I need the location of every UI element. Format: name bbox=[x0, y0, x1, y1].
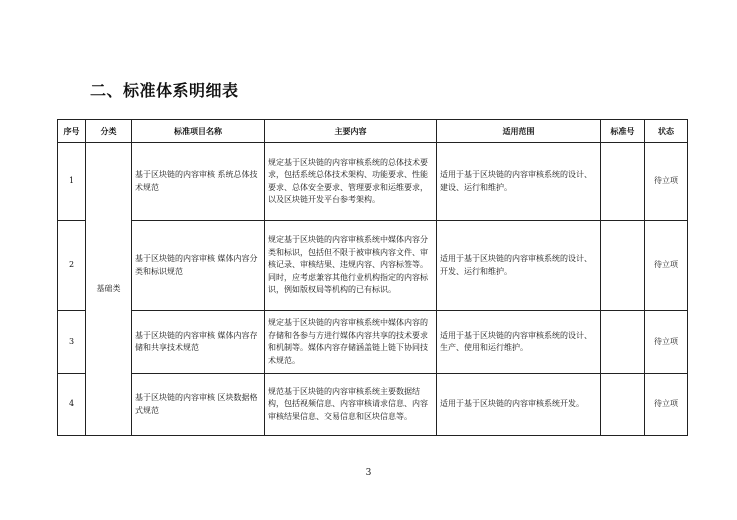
row-no: 1 bbox=[58, 143, 86, 221]
row-no: 4 bbox=[58, 374, 86, 436]
header-name: 标准项目名称 bbox=[132, 120, 265, 143]
row-scope: 适用于基于区块链的内容审核系统开发。 bbox=[437, 374, 601, 436]
page-number: 3 bbox=[365, 468, 372, 478]
row-std-no bbox=[601, 311, 645, 374]
table-header-row bbox=[58, 120, 688, 143]
header-content: 主要内容 bbox=[265, 120, 437, 143]
row-std-no bbox=[601, 374, 645, 436]
header-scope: 适用范围 bbox=[437, 120, 601, 143]
row-scope: 适用于基于区块链的内容审核系统的设计、开发、运行和维护。 bbox=[437, 221, 601, 311]
row-name: 基于区块链的内容审核 系统总体技术规范 bbox=[132, 143, 265, 221]
row-content: 规定基于区块链的内容审核系统的总体技术要求，包括系统总体技术架构、功能要求、性能要求、总体安全要求、管理要求和运维要求，以及区块链开发平台参考架构。 bbox=[265, 143, 437, 221]
table-row bbox=[58, 143, 688, 221]
row-std-no bbox=[601, 221, 645, 311]
row-name: 基于区块链的内容审核 媒体内容分类和标识规范 bbox=[132, 221, 265, 311]
row-scope: 适用于基于区块链的内容审核系统的设计、建设、运行和维护。 bbox=[437, 143, 601, 221]
table-row bbox=[58, 374, 688, 436]
table-row bbox=[58, 311, 688, 374]
row-status: 待立项 bbox=[645, 374, 688, 436]
header-std-no: 标准号 bbox=[601, 120, 645, 143]
header-status: 状态 bbox=[645, 120, 688, 143]
row-status: 待立项 bbox=[645, 311, 688, 374]
table-row bbox=[58, 221, 688, 311]
row-status: 待立项 bbox=[645, 221, 688, 311]
row-content: 规范基于区块链的内容审核系统主要数据结构，包括视频信息、内容审核请求信息、内容审核结果信息、交易信息和区块信息等。 bbox=[265, 374, 437, 436]
row-no: 3 bbox=[58, 311, 86, 374]
row-category: 基础类 bbox=[86, 143, 132, 436]
header-no: 序号 bbox=[58, 120, 86, 143]
header-category: 分类 bbox=[86, 120, 132, 143]
row-content: 规定基于区块链的内容审核系统中媒体内容的存储和各参与方进行媒体内容共享的技术要求和机制等。媒体内容存储涵盖链上链下协同技术规范。 bbox=[265, 311, 437, 374]
row-std-no bbox=[601, 143, 645, 221]
row-no: 2 bbox=[58, 221, 86, 311]
row-name: 基于区块链的内容审核 媒体内容存储和共享技术规范 bbox=[132, 311, 265, 374]
standards-table bbox=[57, 119, 688, 436]
row-status: 待立项 bbox=[645, 143, 688, 221]
row-content: 规定基于区块链的内容审核系统中媒体内容分类和标识，包括但不限于被审核内容文件、审核记录、审核结果、违规内容、内容标签等。同时，应考虑兼容其他行业机构指定的内容标识，例如版权局等机构的已有标识。 bbox=[265, 221, 437, 311]
row-scope: 适用于基于区块链的内容审核系统的设计、生产、使用和运行维护。 bbox=[437, 311, 601, 374]
row-name: 基于区块链的内容审核 区块数据格式规范 bbox=[132, 374, 265, 436]
section-title: 二、标准体系明细表 bbox=[90, 81, 239, 100]
